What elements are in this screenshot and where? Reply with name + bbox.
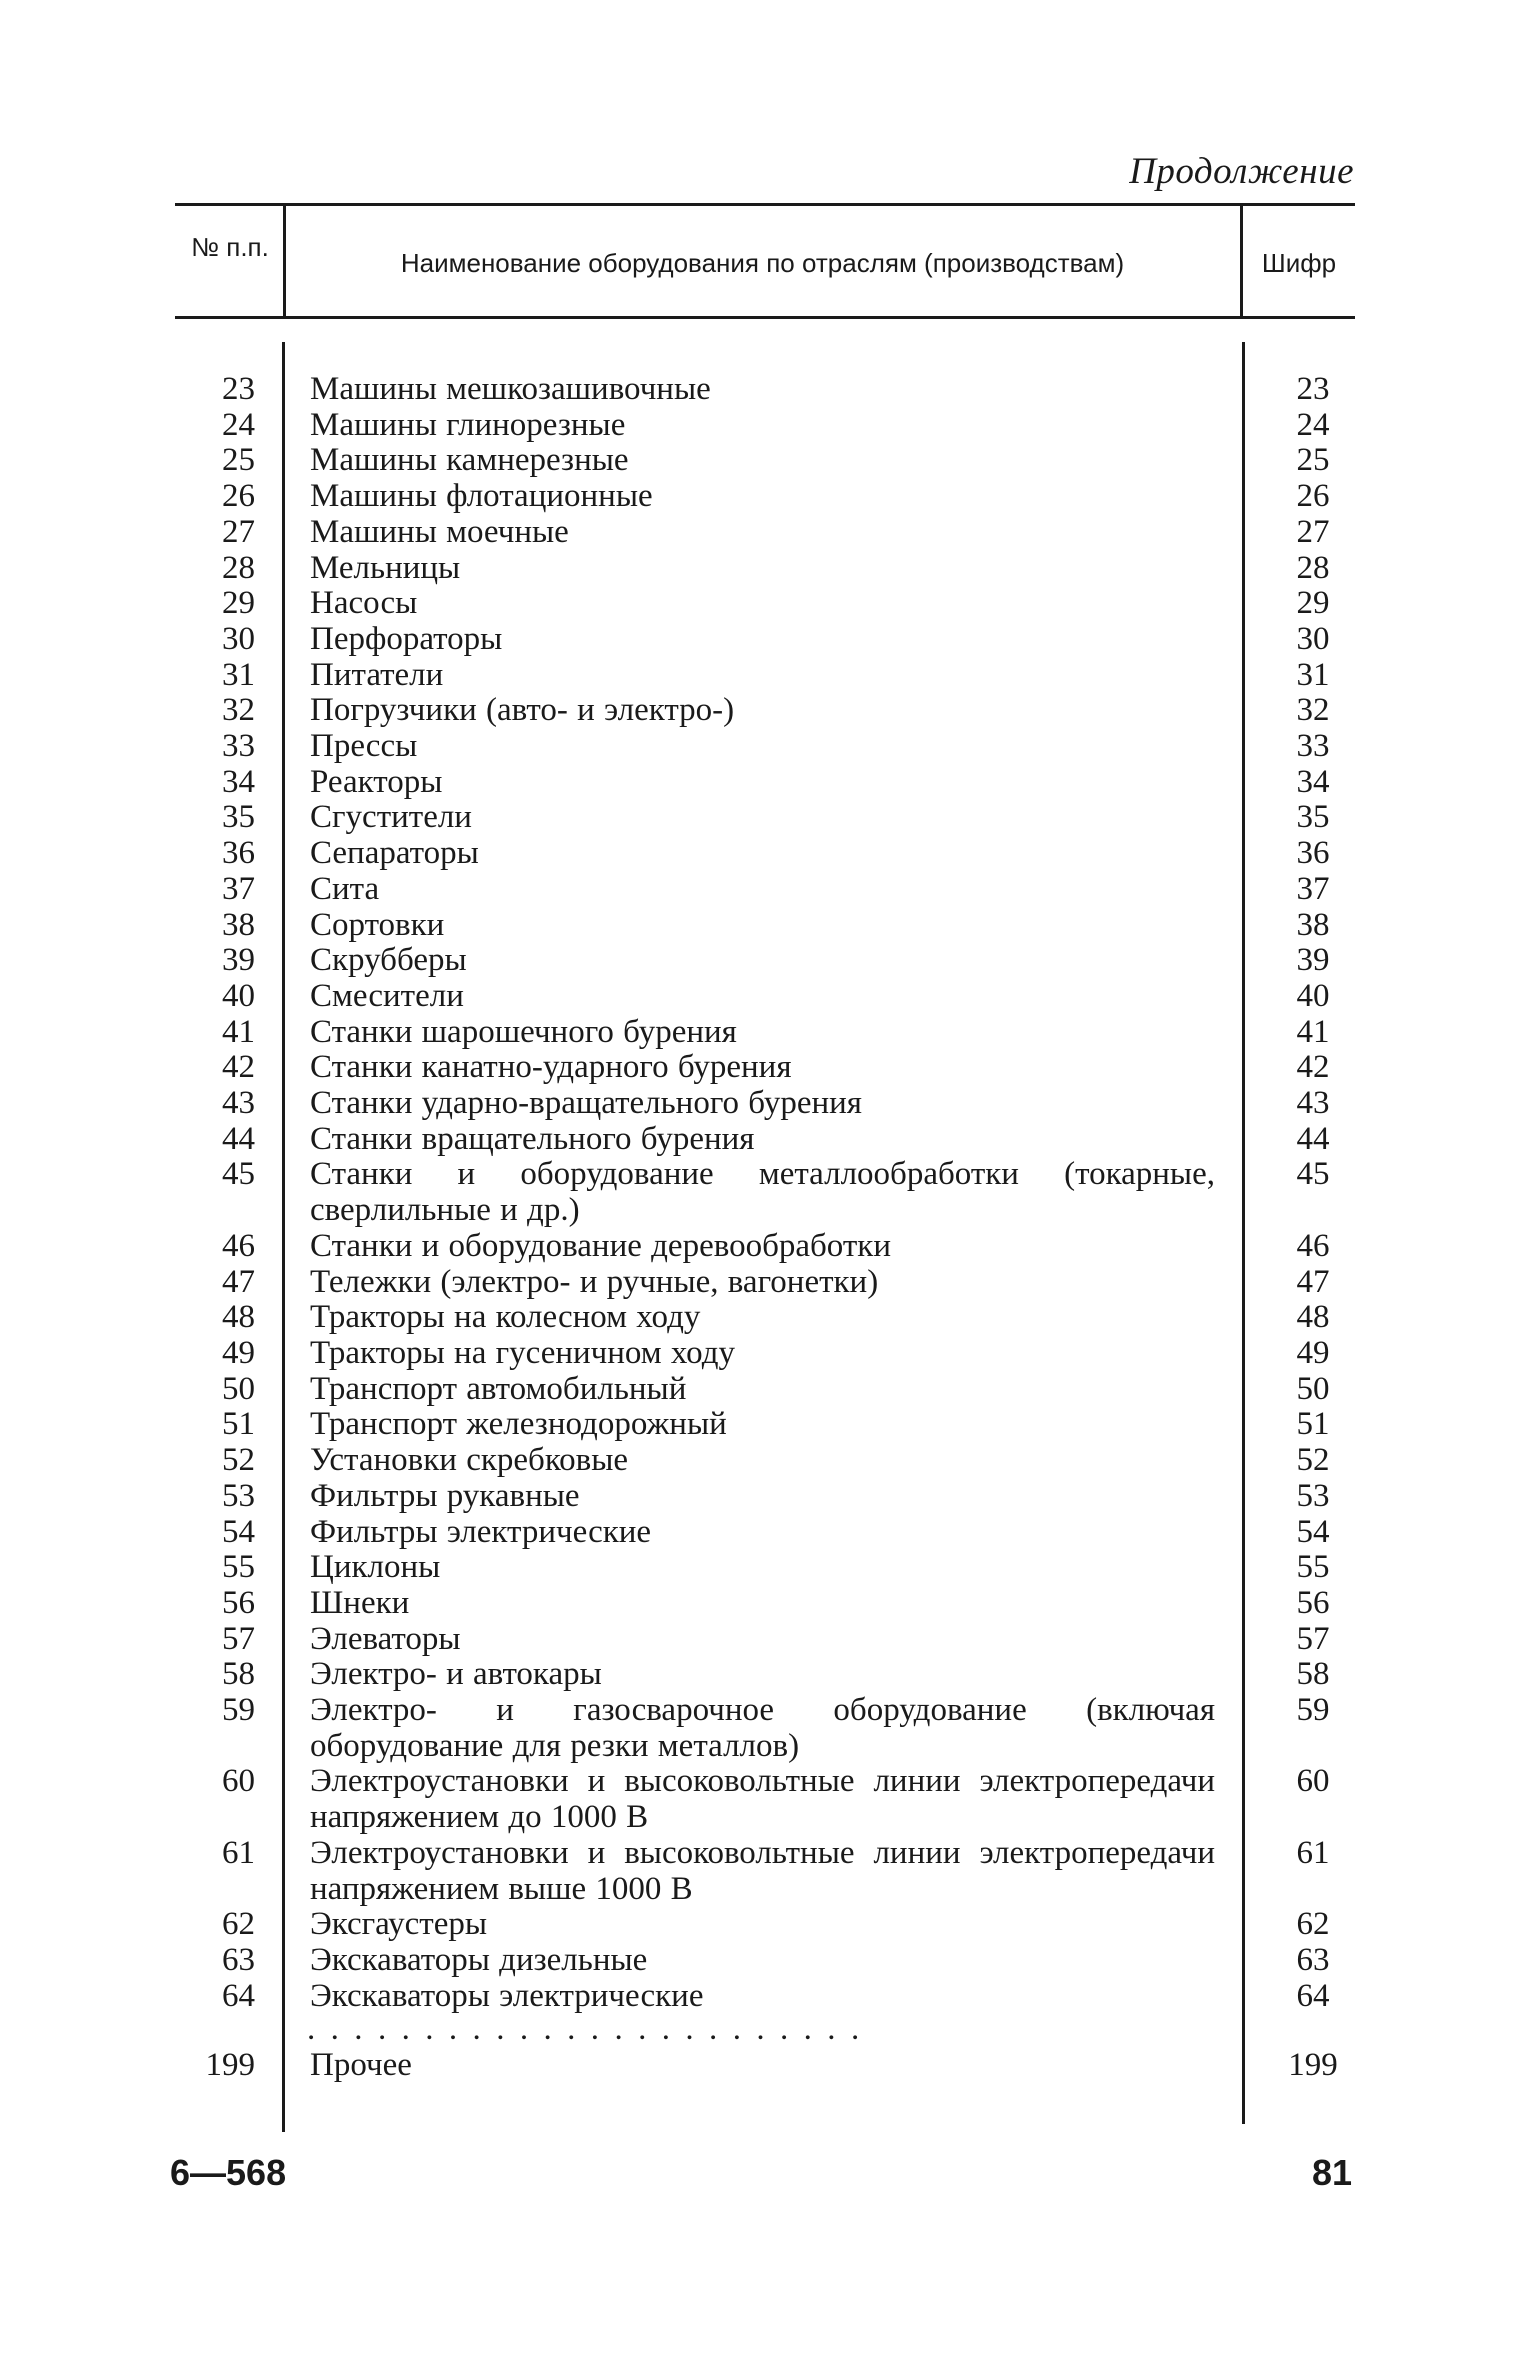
row-code: 62 [1296, 1906, 1330, 1943]
row-code: 27 [1296, 513, 1330, 550]
row-name: Станки и оборудование деревообработки [310, 1227, 891, 1264]
row-code: 52 [1296, 1442, 1330, 1479]
table-row [0, 872, 1535, 908]
row-number: 29 [222, 585, 255, 622]
row-name: Сортовки [310, 906, 445, 943]
table-row [0, 1764, 1535, 1835]
row-number: 44 [222, 1120, 255, 1157]
table-header-bottom-rule [175, 316, 1355, 319]
table-row [0, 443, 1535, 479]
row-number: 45 [222, 1156, 255, 1193]
table-row [0, 943, 1535, 979]
row-code: 34 [1296, 763, 1330, 800]
row-name: Электроустановки и высоковольтные линии электропередачи напряжением до 1000 В [310, 1763, 1215, 1836]
row-code: 57 [1296, 1620, 1330, 1657]
row-number: 58 [222, 1656, 255, 1693]
row-name: Машины мешкозашивочные [310, 371, 711, 407]
row-name: Фильтры электрические [310, 1513, 652, 1550]
table-row [0, 979, 1535, 1015]
row-name: Питатели [310, 656, 444, 693]
row-number: 59 [222, 1692, 255, 1729]
last-row-block [0, 2048, 1535, 2084]
column-header-name: Наименование оборудования по отраслям (производствам) [400, 248, 1125, 278]
row-name: Станки шарошечного бурения [310, 1013, 737, 1050]
table-row [0, 586, 1535, 622]
table-row [0, 1622, 1535, 1658]
row-code: 58 [1296, 1656, 1330, 1693]
table-top-rule [175, 203, 1355, 206]
row-code: 26 [1296, 478, 1330, 515]
table-row [0, 729, 1535, 765]
row-name: Прочее [310, 2047, 412, 2083]
table-row [0, 1372, 1535, 1408]
row-number: 48 [222, 1299, 255, 1336]
table-row [0, 1550, 1535, 1586]
row-code: 31 [1296, 656, 1330, 693]
table-row [0, 1407, 1535, 1443]
table-row [0, 408, 1535, 444]
row-number: 63 [222, 1941, 255, 1978]
row-number: 41 [222, 1013, 255, 1050]
table-row [0, 1015, 1535, 1051]
row-number: 40 [222, 977, 255, 1014]
row-name: Элеваторы [310, 1620, 461, 1657]
column-header-number: № п.п. [191, 232, 269, 262]
row-name: Насосы [310, 585, 418, 622]
table-row [0, 908, 1535, 944]
row-name: Сгустители [310, 799, 472, 836]
row-code: 30 [1296, 620, 1330, 657]
row-name: Фильтры рукавные [310, 1477, 580, 1514]
row-code: 61 [1296, 1834, 1330, 1871]
row-name: Электроустановки и высоковольтные линии электропередачи напряжением выше 1000 В [310, 1834, 1215, 1907]
table-row [0, 1693, 1535, 1764]
row-number: 42 [222, 1049, 255, 1086]
row-number: 27 [222, 513, 255, 550]
row-number: 61 [222, 1834, 255, 1871]
row-number: 43 [222, 1085, 255, 1122]
table-row [0, 1050, 1535, 1086]
row-name: Станки канатно-ударного бурения [310, 1049, 792, 1086]
row-code: 46 [1296, 1227, 1330, 1264]
row-name: Установки скребковые [310, 1442, 629, 1479]
table-row [0, 1586, 1535, 1622]
row-name: Шнеки [310, 1584, 410, 1621]
row-code: 60 [1296, 1763, 1330, 1800]
table-row [0, 1657, 1535, 1693]
row-number: 60 [222, 1763, 255, 1800]
table-row [0, 551, 1535, 587]
row-code: 55 [1296, 1549, 1330, 1586]
row-number: 26 [222, 478, 255, 515]
row-number: 53 [222, 1477, 255, 1514]
row-number: 199 [205, 2047, 255, 2083]
row-name: Станки ударно-вращательного бурения [310, 1085, 862, 1122]
row-code: 53 [1296, 1477, 1330, 1514]
table-row [0, 515, 1535, 551]
table-row [0, 622, 1535, 658]
row-name: Тележки (электро- и ручные, вагонетки) [310, 1263, 879, 1300]
table-row [0, 1943, 1535, 1979]
table-row [0, 1336, 1535, 1372]
row-number: 39 [222, 942, 255, 979]
table-row [0, 479, 1535, 515]
row-number: 64 [222, 1977, 255, 2014]
table-row [0, 658, 1535, 694]
row-number: 33 [222, 728, 255, 765]
row-name: Станки вращательного бурения [310, 1120, 755, 1157]
row-code: 199 [1288, 2047, 1338, 2083]
row-number: 62 [222, 1906, 255, 1943]
row-code: 29 [1296, 585, 1330, 622]
row-code: 64 [1296, 1977, 1330, 2014]
row-code: 25 [1296, 442, 1330, 479]
row-code: 36 [1296, 835, 1330, 872]
table-row [0, 1265, 1535, 1301]
row-number: 46 [222, 1227, 255, 1264]
row-code: 56 [1296, 1584, 1330, 1621]
row-number: 28 [222, 549, 255, 586]
row-name: Экскаваторы дизельные [310, 1941, 648, 1978]
row-number: 32 [222, 692, 255, 729]
row-code: 54 [1296, 1513, 1330, 1550]
row-code: 23 [1296, 371, 1330, 407]
page-number: 81 [1311, 2152, 1352, 2193]
row-number: 36 [222, 835, 255, 872]
row-number: 54 [222, 1513, 255, 1550]
row-code: 38 [1296, 906, 1330, 943]
table-row [0, 1907, 1535, 1943]
row-number: 31 [222, 656, 255, 693]
row-code: 39 [1296, 942, 1330, 979]
row-name: Тракторы на гусеничном ходу [310, 1334, 736, 1371]
row-number: 56 [222, 1584, 255, 1621]
row-code: 48 [1296, 1299, 1330, 1336]
row-name: Смесители [310, 977, 464, 1014]
table-row [0, 1300, 1535, 1336]
row-code: 63 [1296, 1941, 1330, 1978]
column-header-code: Шифр [1261, 248, 1337, 278]
row-number: 52 [222, 1442, 255, 1479]
table-row [0, 1836, 1535, 1907]
row-code: 32 [1296, 692, 1330, 729]
row-code: 35 [1296, 799, 1330, 836]
row-code: 41 [1296, 1013, 1330, 1050]
row-name: Машины глинорезные [310, 406, 626, 443]
row-number: 35 [222, 799, 255, 836]
row-name: Погрузчики (авто- и электро-) [310, 692, 735, 729]
row-code: 28 [1296, 549, 1330, 586]
table-row [0, 836, 1535, 872]
row-number: 57 [222, 1620, 255, 1657]
row-name: Экскаваторы электрические [310, 1977, 704, 2014]
table-row [0, 1479, 1535, 1515]
row-code: 33 [1296, 728, 1330, 765]
row-number: 38 [222, 906, 255, 943]
row-name: Циклоны [310, 1549, 441, 1586]
row-number: 30 [222, 620, 255, 657]
row-number: 37 [222, 870, 255, 907]
row-name: Машины камнерезные [310, 442, 629, 479]
row-code: 44 [1296, 1120, 1330, 1157]
row-code: 40 [1296, 977, 1330, 1014]
row-number: 24 [222, 406, 255, 443]
row-name: Сита [310, 870, 380, 907]
row-code: 42 [1296, 1049, 1330, 1086]
table-row [0, 693, 1535, 729]
row-name: Транспорт автомобильный [310, 1370, 687, 1407]
row-name: Электро- и автокары [310, 1656, 602, 1693]
row-code: 59 [1296, 1692, 1330, 1729]
continuation-label: Продолжение [1129, 151, 1354, 192]
row-number: 50 [222, 1370, 255, 1407]
row-code: 43 [1296, 1085, 1330, 1122]
row-name: Прессы [310, 728, 418, 765]
table-row [0, 1515, 1535, 1551]
row-name: Электро- и газосварочное оборудование (включая оборудование для резки металлов) [310, 1692, 1215, 1764]
row-name: Транспорт железнодорожный [310, 1406, 727, 1443]
row-code: 49 [1296, 1334, 1330, 1371]
row-number: 34 [222, 763, 255, 800]
table-row [0, 800, 1535, 836]
table-row [0, 1443, 1535, 1479]
row-name: Тракторы на колесном ходу [310, 1299, 701, 1336]
row-number: 47 [222, 1263, 255, 1300]
dotted-separator: ........................ [307, 2014, 875, 2044]
table-row [0, 1122, 1535, 1158]
row-name: Станки и оборудование металлообработки (токарные, сверлильные и др.) [310, 1156, 1215, 1229]
row-number: 55 [222, 1549, 255, 1586]
row-code: 45 [1296, 1156, 1330, 1193]
row-name: Эксгаустеры [310, 1906, 488, 1943]
row-name: Машины моечные [310, 513, 569, 550]
row-number: 51 [222, 1406, 255, 1443]
row-name: Перфораторы [310, 620, 503, 657]
row-number: 25 [222, 442, 255, 479]
row-code: 47 [1296, 1263, 1330, 1300]
equipment-table-body [0, 372, 1535, 2014]
row-name: Мельницы [310, 549, 461, 586]
table-row [0, 1086, 1535, 1122]
table-row [0, 765, 1535, 801]
row-code: 37 [1296, 870, 1330, 907]
row-code: 50 [1296, 1370, 1330, 1407]
table-row-last [0, 2048, 1535, 2084]
row-name: Машины флотационные [310, 478, 653, 515]
row-name: Реакторы [310, 763, 443, 800]
table-row [0, 1229, 1535, 1265]
row-name: Скрубберы [310, 942, 467, 979]
row-code: 24 [1296, 406, 1330, 443]
table-row [0, 1157, 1535, 1228]
table-row [0, 372, 1535, 408]
printer-signature: 6—568 [170, 2152, 287, 2193]
row-code: 51 [1296, 1406, 1330, 1443]
row-number: 49 [222, 1334, 255, 1371]
table-row [0, 1979, 1535, 2015]
row-number: 23 [222, 371, 255, 407]
row-name: Сепараторы [310, 835, 479, 872]
